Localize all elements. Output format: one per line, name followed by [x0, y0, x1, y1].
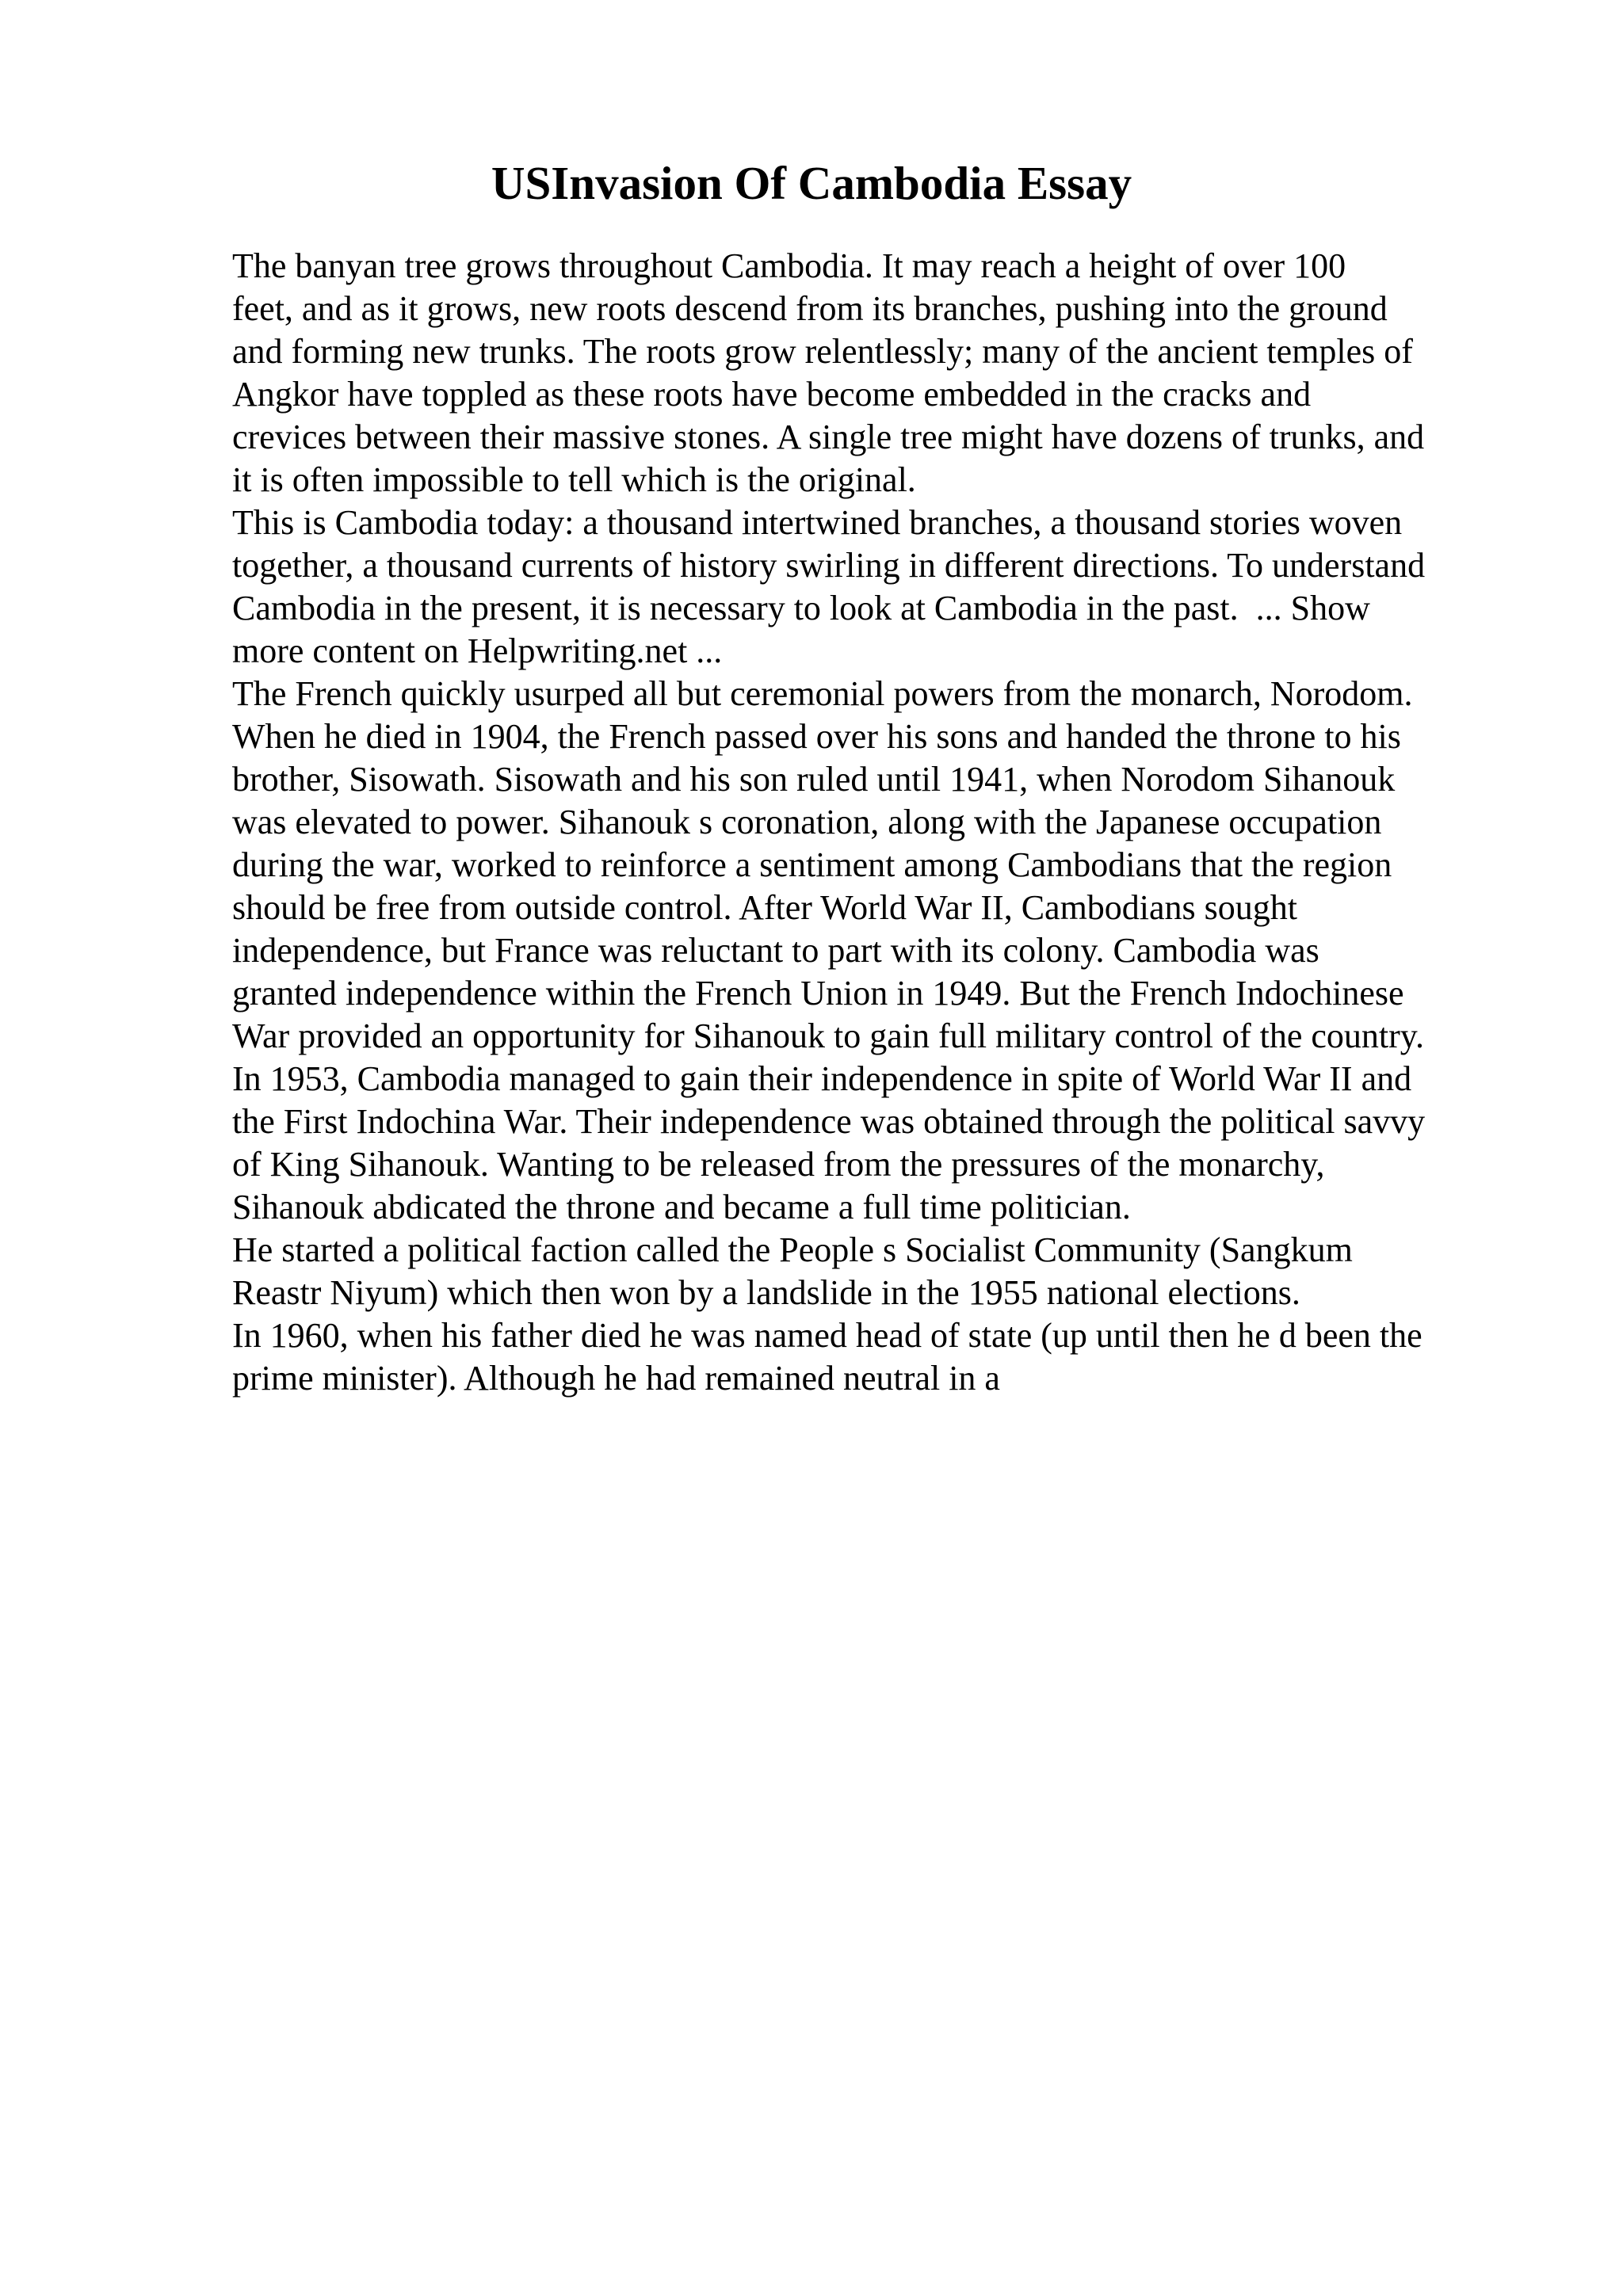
text-line: of King Sihanouk. Wanting to be released from the pressures of the monarchy, — [232, 1145, 1325, 1184]
text-line: more content on Helpwriting.net ... — [232, 631, 723, 670]
text-line: prime minister). Although he had remained neutral in a — [232, 1359, 1000, 1398]
text-line: Angkor have toppled as these roots have become embedded in the cracks and — [232, 375, 1312, 414]
text-line: and forming new trunks. The roots grow relentlessly; many of the ancient temples of — [232, 332, 1413, 371]
text-line: during the war, worked to reinforce a sentiment among Cambodians that the region — [232, 845, 1392, 884]
text-line: He started a political faction called the People s Socialist Community (Sangkum — [232, 1230, 1353, 1269]
text-line: This is Cambodia today: a thousand intertwined branches, a thousand stories woven — [232, 503, 1403, 542]
text-line: the First Indochina War. Their independence was obtained through the political savvy — [232, 1102, 1426, 1141]
text-line: together, a thousand currents of history swirling in different directions. To understand — [232, 546, 1426, 585]
text-line: crevices between their massive stones. A single tree might have dozens of trunks, and — [232, 418, 1425, 456]
page-title: USInvasion Of Cambodia Essay — [491, 157, 1132, 209]
text-line: In 1960, when his father died he was named head of state (up until then he d been the — [232, 1316, 1423, 1355]
text-line: War provided an opportunity for Sihanouk to gain full military control of the country. — [232, 1016, 1424, 1055]
text-line: When he died in 1904, the French passed over his sons and handed the throne to his — [232, 717, 1401, 756]
text-line: should be free from outside control. After World War II, Cambodians sought — [232, 888, 1298, 927]
text-line: it is often impossible to tell which is the original. — [232, 460, 916, 499]
text-line: In 1953, Cambodia managed to gain their independence in spite of World War II and — [232, 1059, 1412, 1098]
essay-body — [232, 245, 1516, 1400]
text-line: Sihanouk abdicated the throne and became a full time politician. — [232, 1188, 1131, 1226]
text-line: was elevated to power. Sihanouk s coronation, along with the Japanese occupation — [232, 803, 1382, 841]
text-line: feet, and as it grows, new roots descend from its branches, pushing into the ground — [232, 289, 1388, 328]
text-line: independence, but France was reluctant to part with its colony. Cambodia was — [232, 931, 1319, 970]
text-line: The banyan tree grows throughout Cambodia. It may reach a height of over 100 — [232, 246, 1346, 285]
text-line: Reastr Niyum) which then won by a landslide in the 1955 national elections. — [232, 1273, 1300, 1312]
text-line: granted independence within the French Union in 1949. But the French Indochinese — [232, 974, 1404, 1013]
text-line: The French quickly usurped all but ceremonial powers from the monarch, Norodom. — [232, 674, 1413, 713]
text-line: brother, Sisowath. Sisowath and his son ruled until 1941, when Norodom Sihanouk — [232, 760, 1396, 799]
text-line: Cambodia in the present, it is necessary to look at Cambodia in the past. ... Show — [232, 589, 1370, 627]
